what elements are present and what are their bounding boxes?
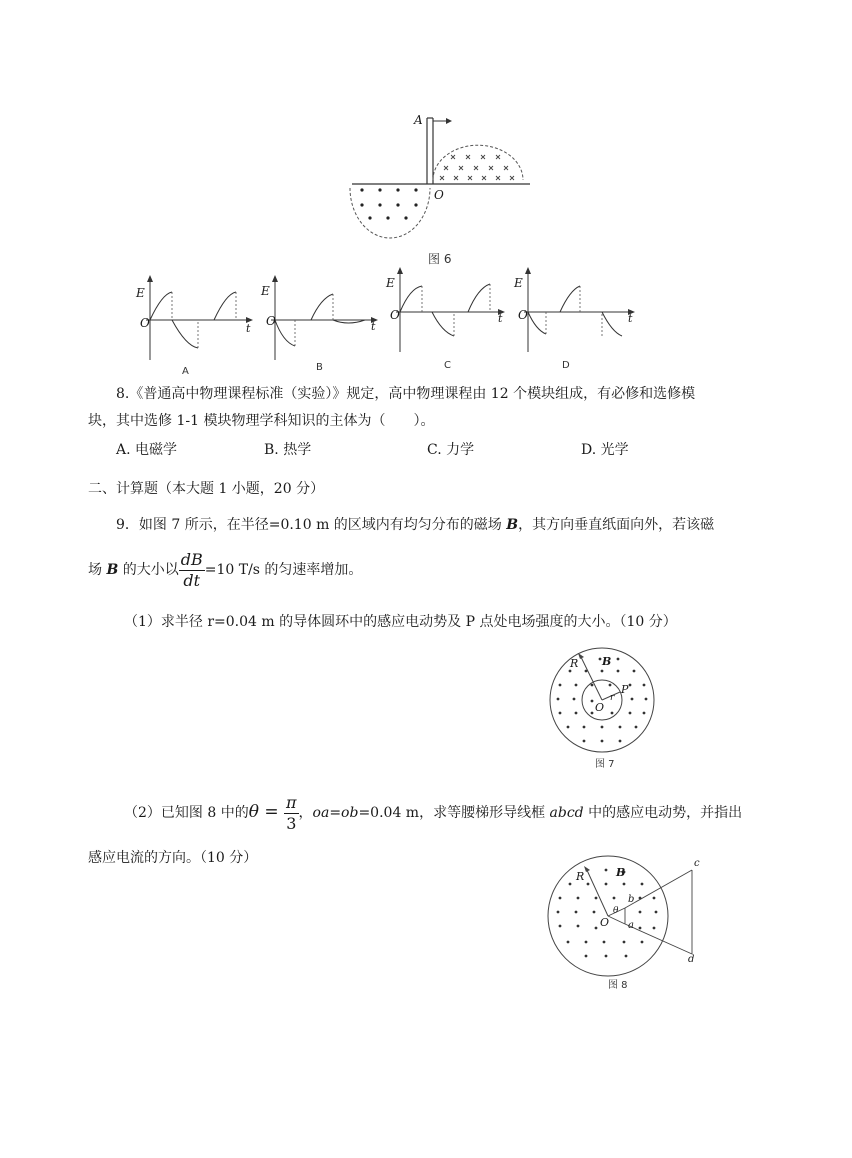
figure-7 [540, 645, 670, 770]
abcd-symbol: abcd [549, 805, 584, 821]
q9-line-2-d: =10 T/s 的匀速率增加。 [204, 562, 363, 578]
figure-8-label-b-point: b [628, 894, 635, 905]
q9-symbol-b: B [506, 517, 519, 533]
fraction-numerator: dB [180, 549, 203, 569]
figure-6 [330, 110, 540, 270]
fraction-denominator-3: 3 [286, 813, 297, 833]
graph-d-axis-e: E [514, 276, 523, 290]
figure-7-label-o: O [595, 701, 605, 714]
figure-7-label-r: R [570, 657, 579, 670]
q9-part-2-a: （2）已知图 8 中的 [124, 805, 249, 821]
figure-7-label-r-small: r [610, 693, 615, 703]
figure-8-label-r: R [576, 870, 585, 883]
figure-7-label-p: P [621, 683, 629, 696]
graph-a-axis-o: O [140, 316, 150, 330]
q8-choice-c: C. 力学 [427, 442, 475, 458]
option-graphs [128, 272, 658, 377]
q8-choice-a: A. 电磁学 [116, 442, 178, 458]
q9-part-2-line-1 [124, 788, 742, 836]
equals-sign: = [258, 802, 285, 822]
figure-6-label-a: A [414, 113, 423, 127]
figure-8-label-o: O [600, 916, 610, 929]
graph-a-axis-t: t [246, 322, 251, 335]
q9-fraction-db-dt [179, 550, 205, 591]
q9-line-1-a: 9．如图 7 所示，在半径=0.10 m 的区域内有均匀分布的磁场 [116, 517, 507, 533]
figure-6-label-o: O [434, 188, 444, 202]
graph-c-axis-o: O [390, 308, 400, 322]
graph-a-label: A [182, 366, 189, 377]
figure-7-label-b: B [602, 655, 612, 668]
q9-symbol-b-2: B [106, 562, 119, 578]
fraction-numerator-pi: π [286, 792, 297, 812]
figure-8-label-b: B [616, 866, 626, 879]
q9-part-2-c: =0.04 m，求等腰梯形导线框 [358, 805, 550, 821]
graph-b-axis-e: E [261, 284, 270, 298]
graph-a-axis-e: E [136, 286, 145, 300]
q9-part-2-d: 中的感应电动势，并指出 [583, 805, 743, 821]
q8-line-2: 块，其中选修 1-1 模块物理学科知识的主体为（ ）。 [88, 413, 435, 429]
graph-c-axis-t: t [498, 312, 503, 325]
q9-part-2-b: ， [298, 805, 313, 821]
graph-d-axis-t: t [628, 312, 633, 325]
theta-symbol: θ [248, 802, 259, 822]
pi-over-3-fraction [284, 793, 299, 834]
figure-8-label-a: a [628, 920, 634, 931]
q8-choice-b: B. 热学 [264, 442, 312, 458]
graph-c-label: C [444, 360, 451, 371]
q9-line-2-a: 场 [88, 562, 107, 578]
q9-line-1-c: ，其方向垂直纸面向外，若该磁 [518, 517, 715, 533]
q9-line-1 [116, 515, 714, 535]
figure-8-label-d: d [688, 954, 695, 965]
graph-d-axis-o: O [518, 308, 528, 322]
graph-b-label: B [316, 362, 323, 373]
figure-8-label-c: c [694, 858, 700, 869]
figure-7-caption: 图 7 [595, 759, 615, 770]
figure-8-label-theta: θ [613, 906, 619, 916]
oa-ob-symbols: oa=ob [312, 805, 359, 821]
graph-c-axis-e: E [386, 276, 395, 290]
q9-line-2-c: 的大小以 [118, 562, 179, 578]
q8-choice-d: D. 光学 [581, 442, 629, 458]
q9-part-2-line-2: 感应电流的方向。（10 分） [88, 850, 258, 866]
q9-part-1: （1）求半径 r=0.04 m 的导体圆环中的感应电动势及 P 点处电场强度的大小。（10 分） [124, 614, 677, 630]
graph-b-axis-t: t [371, 320, 376, 333]
graph-d-label: D [562, 360, 570, 371]
section-2-heading: 二、计算题（本大题 1 小题，20 分） [88, 481, 325, 497]
fraction-denominator: dt [183, 570, 201, 590]
figure-8-caption: 图 8 [608, 980, 628, 991]
figure-6-caption: 图 6 [428, 252, 452, 266]
graph-b-axis-o: O [266, 314, 276, 328]
q8-line-1: 8.《普通高中物理课程标准（实验）》规定，高中物理课程由 12 个模块组成，有必修和选修模 [116, 386, 696, 402]
q9-line-2 [88, 548, 362, 592]
figure-8 [528, 850, 708, 995]
